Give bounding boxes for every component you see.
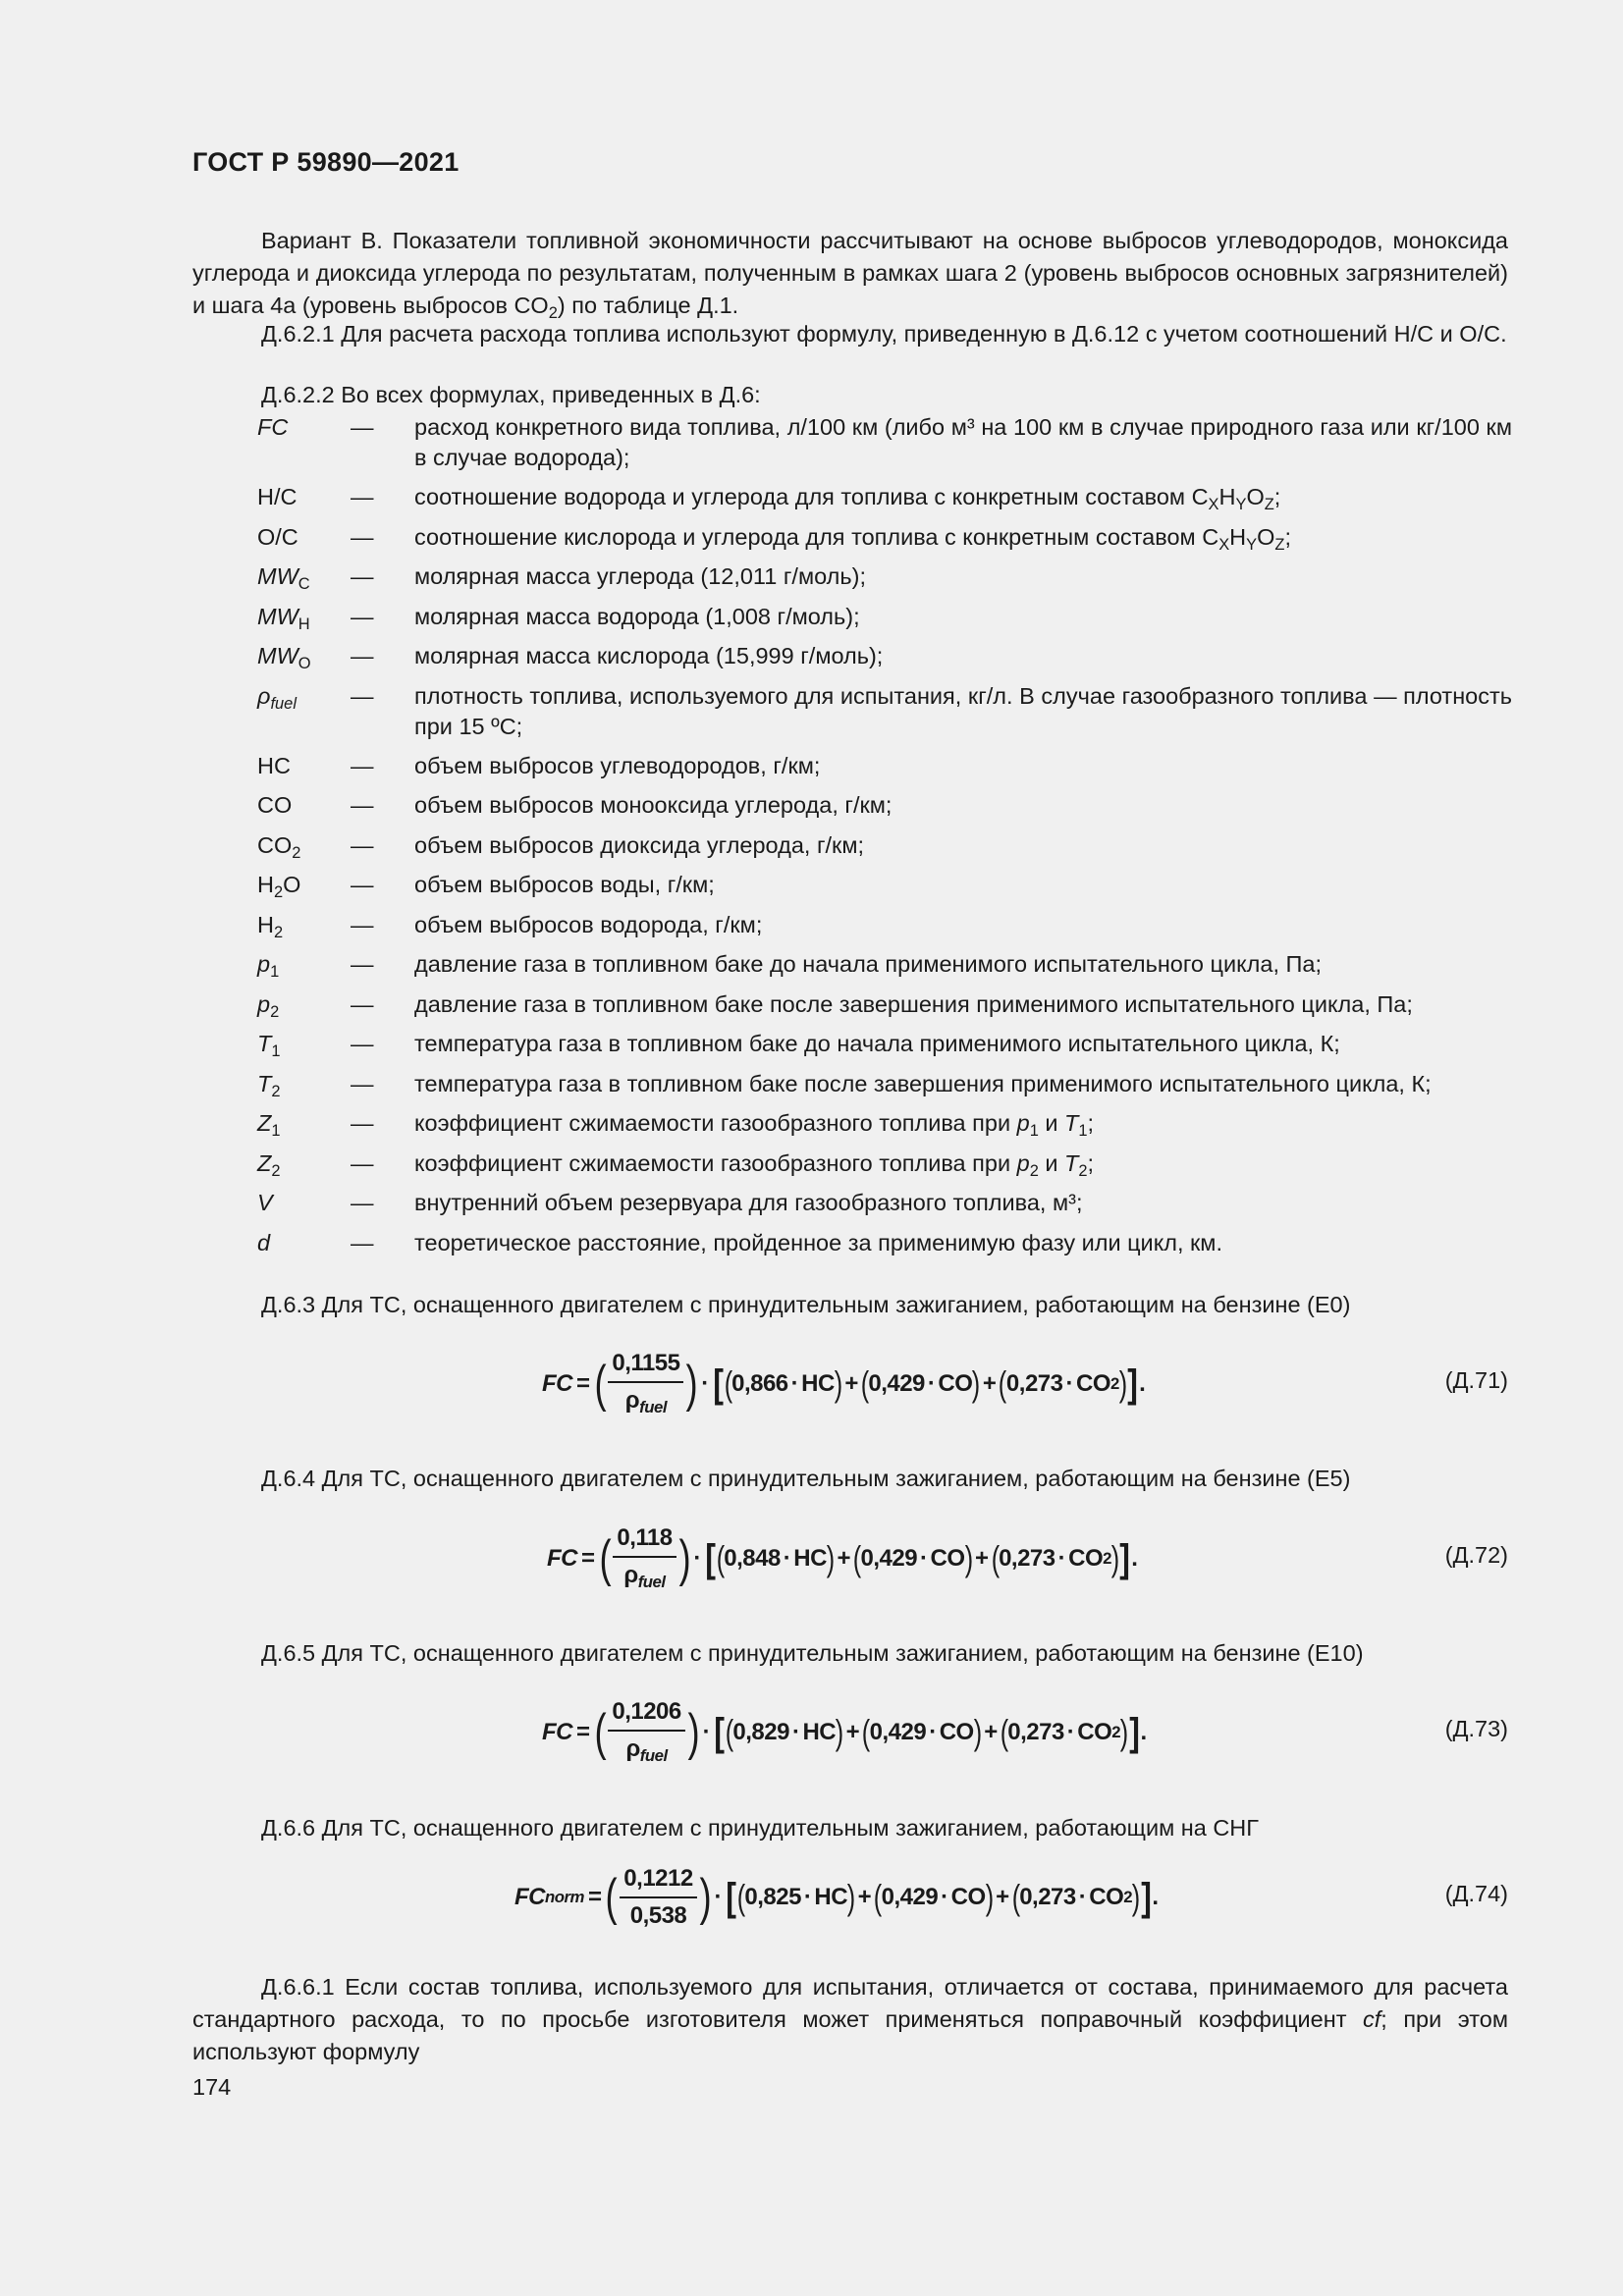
glossary-description: соотношение кислорода и углерода для топлива с конкретным составом $C_XH_YO_Z$;	[414, 523, 1291, 554]
glossary-row	[257, 602, 1512, 642]
equation-number: (Д.71)	[1444, 1367, 1508, 1393]
page-number: 174	[192, 2074, 232, 2100]
glossary-row	[257, 522, 1512, 562]
formula-d-72	[192, 1515, 1508, 1603]
glossary-dash: —	[351, 990, 374, 1017]
formula-expression: FC norm = ( $\frac{0,1212}{0,538}$ ) · [ ( 0,825 · HC ) + ( 0,429 · CO ) + ( 0,273 · CO 2 ) ] .	[514, 1865, 1159, 1929]
glossary-dash: —	[351, 1190, 374, 1215]
glossary-row	[257, 751, 1512, 791]
glossary-symbol: $MW_O$	[257, 643, 311, 672]
glossary-dash: —	[351, 752, 374, 778]
glossary-dash: —	[351, 792, 374, 818]
glossary-row	[257, 482, 1512, 522]
glossary-row	[257, 870, 1512, 910]
document-header: ГОСТ Р 59890—2021	[192, 147, 460, 177]
glossary-row	[257, 1148, 1512, 1189]
glossary-dash: —	[351, 682, 374, 709]
symbols-glossary	[257, 412, 1512, 1267]
glossary-dash: —	[351, 1031, 374, 1056]
glossary-symbol: FC	[257, 414, 289, 440]
glossary-dash: —	[351, 643, 374, 668]
formula-expression: FC = ( $\frac{0,118}{\rho_{fuel}}$ ) · [ ( 0,848 · HC ) + ( 0,429 · CO ) + ( 0,273 · CO 2 ) ] .	[547, 1524, 1138, 1592]
glossary-dash: —	[351, 563, 374, 589]
glossary-symbol: $p_2$	[257, 990, 280, 1021]
glossary-symbol: $H_2$	[257, 911, 284, 941]
glossary-row	[257, 641, 1512, 681]
formula-d-74	[192, 1853, 1508, 1942]
glossary-description: объем выбросов углеводородов, г/км;	[414, 752, 821, 778]
glossary-symbol: CO	[257, 792, 293, 818]
glossary-description: давление газа в топливном баке после завершения применимого испытательного цикла, Па;	[414, 990, 1413, 1017]
glossary-dash: —	[351, 1110, 374, 1136]
glossary-description: молярная масса кислорода (15,999 г/моль);	[414, 643, 884, 668]
glossary-description: плотность топлива, используемого для испытания, кг/л. В случае газообразного топлива — плотность при 15 ºС;	[414, 682, 1512, 739]
glossary-symbol: d	[257, 1229, 271, 1255]
glossary-symbol: $p_1$	[257, 951, 280, 981]
glossary-dash: —	[351, 911, 374, 937]
glossary-symbol: V	[257, 1190, 273, 1215]
glossary-description: коэффициент сжимаемости газообразного топлива при $p_2$ и $T_2$;	[414, 1149, 1095, 1180]
glossary-symbol: $Z_2$	[257, 1149, 281, 1180]
glossary-description: расход конкретного вида топлива, л/100 км (либо м³ на 100 км в случае природного газа или кг/100 км в случае водорода);	[414, 414, 1512, 470]
glossary-dash: —	[351, 1070, 374, 1096]
glossary-description: объем выбросов водорода, г/км;	[414, 911, 763, 937]
glossary-symbol: O/C	[257, 523, 298, 550]
glossary-symbol: $MW_C$	[257, 563, 310, 593]
glossary-symbol: $\rho_{fuel}$	[257, 682, 297, 713]
glossary-description: объем выбросов диоксида углерода, г/км;	[414, 831, 865, 858]
formula-expression: FC = ( $\frac{0,1206}{\rho_{fuel}}$ ) · [ ( 0,829 · HC ) + ( 0,429 · CO ) + ( 0,273 · CO 2 ) ] .	[542, 1698, 1147, 1766]
glossary-symbol: $CO_2$	[257, 831, 301, 862]
glossary-symbol: $Z_1$	[257, 1110, 281, 1140]
formula-d-71	[192, 1340, 1508, 1428]
glossary-dash: —	[351, 484, 374, 509]
glossary-dash: —	[351, 1229, 374, 1255]
glossary-dash: —	[351, 603, 374, 629]
equation-number: (Д.72)	[1444, 1542, 1508, 1568]
glossary-row	[257, 1108, 1512, 1148]
glossary-description: коэффициент сжимаемости газообразного топлива при $p_1$ и $T_1$;	[414, 1110, 1095, 1140]
formula-d-73	[192, 1688, 1508, 1777]
equation-number: (Д.73)	[1444, 1716, 1508, 1741]
glossary-symbol: $T_2$	[257, 1070, 281, 1100]
glossary-symbol: $MW_H$	[257, 603, 310, 633]
glossary-row	[257, 1029, 1512, 1069]
variant-b-paragraph: Вариант В. Показатели топливной экономичности рассчитывают на основе выбросов углеводородов, моноксида углерода и диоксида углерода по результатам, полученным в рамках шага 2 (уровень выбросов основных загрязнителей) и шага 4а (уровень выбросов $CO_2$) по таблице Д.1.	[192, 228, 1508, 322]
glossary-row	[257, 830, 1512, 871]
glossary-symbol: $H_2O$	[257, 872, 301, 901]
section-d-6-5: Д.6.5 Для ТС, оснащенного двигателем с принудительным зажиганием, работающим на бензине (E10)	[261, 1640, 1364, 1666]
section-d-6-6-1: Д.6.6.1 Если состав топлива, используемого для испытания, отличается от состава, принимаемого для расчета стандартного расхода, то по просьбе изготовителя может применяться поправочный коэффициент cf; при этом используют формулу	[192, 1974, 1508, 2064]
glossary-row	[257, 790, 1512, 830]
section-d-6-4: Д.6.4 Для ТС, оснащенного двигателем с принудительным зажиганием, работающим на бензине (E5)	[261, 1466, 1351, 1491]
formula-expression: FC = ( $\frac{0,1155}{\rho_{fuel}}$ ) · [ ( 0,866 · HC ) + ( 0,429 · CO ) + ( 0,273 · CO 2 ) ] .	[542, 1350, 1146, 1417]
glossary-symbol: HC	[257, 752, 291, 778]
glossary-row	[257, 1228, 1512, 1268]
glossary-row	[257, 949, 1512, 989]
glossary-row	[257, 910, 1512, 950]
glossary-symbol: H/C	[257, 484, 298, 509]
glossary-description: объем выбросов монооксида углерода, г/км;	[414, 792, 893, 818]
section-d-6-6: Д.6.6 Для ТС, оснащенного двигателем с принудительным зажиганием, работающим на СНГ	[261, 1815, 1260, 1841]
paragraph-d-6-2-2: Д.6.2.2 Во всех формулах, приведенных в Д.6:	[261, 382, 761, 407]
glossary-description: температура газа в топливном баке до начала применимого испытательного цикла, К;	[414, 1031, 1340, 1056]
glossary-description: температура газа в топливном баке после завершения применимого испытательного цикла, К;	[414, 1070, 1432, 1096]
glossary-description: внутренний объем резервуара для газообразного топлива, м³;	[414, 1190, 1083, 1215]
glossary-dash: —	[351, 1149, 374, 1176]
glossary-description: теоретическое расстояние, пройденное за применимую фазу или цикл, км.	[414, 1229, 1222, 1255]
glossary-dash: —	[351, 831, 374, 858]
glossary-dash: —	[351, 414, 374, 440]
equation-number: (Д.74)	[1444, 1881, 1508, 1906]
glossary-description: объем выбросов воды, г/км;	[414, 872, 715, 897]
glossary-row	[257, 681, 1512, 751]
glossary-description: молярная масса углерода (12,011 г/моль);	[414, 563, 866, 589]
paragraph-d-6-2-1: Д.6.2.1 Для расчета расхода топлива используют формулу, приведенную в Д.6.12 с учетом соотношений H/C и O/C.	[261, 321, 1507, 347]
glossary-row	[257, 989, 1512, 1030]
section-d-6-3: Д.6.3 Для ТС, оснащенного двигателем с принудительным зажиганием, работающим на бензине (E0)	[261, 1292, 1351, 1317]
glossary-dash: —	[351, 872, 374, 897]
glossary-dash: —	[351, 523, 374, 550]
glossary-row	[257, 1188, 1512, 1228]
glossary-description: соотношение водорода и углерода для топлива с конкретным составом $C_XH_YO_Z$;	[414, 484, 1281, 513]
glossary-description: давление газа в топливном баке до начала применимого испытательного цикла, Па;	[414, 951, 1322, 977]
glossary-symbol: $T_1$	[257, 1031, 281, 1060]
glossary-row	[257, 1069, 1512, 1109]
glossary-row	[257, 412, 1512, 482]
glossary-row	[257, 561, 1512, 602]
glossary-description: молярная масса водорода (1,008 г/моль);	[414, 603, 860, 629]
glossary-dash: —	[351, 951, 374, 977]
